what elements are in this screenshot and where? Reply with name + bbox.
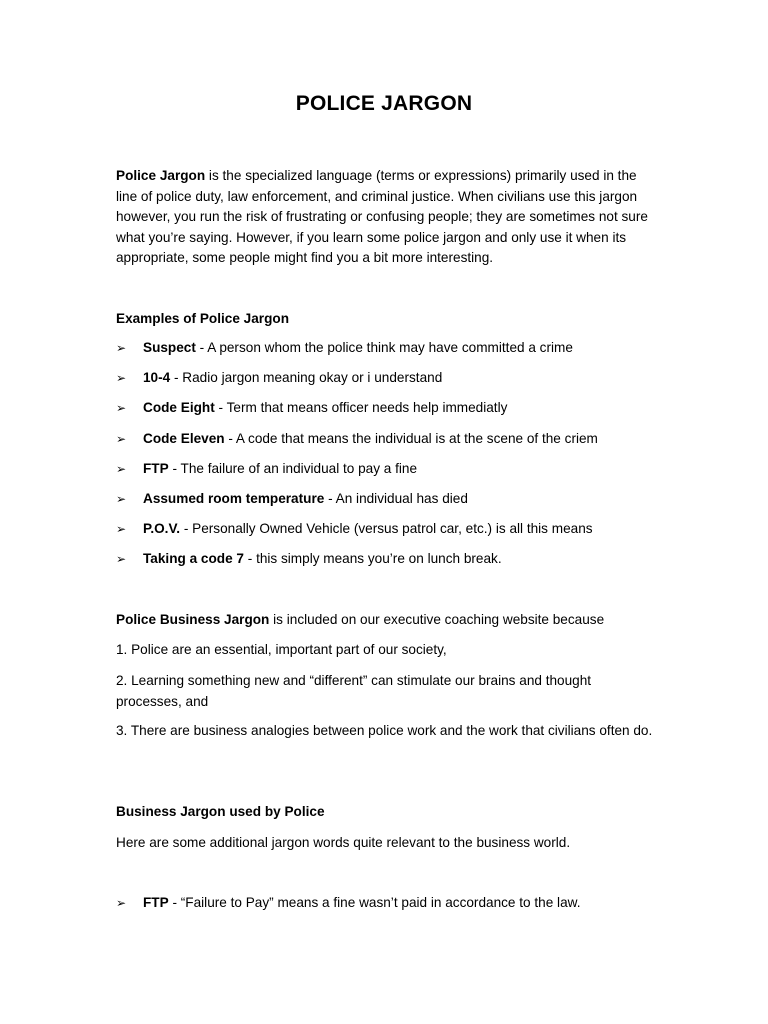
intro-paragraph — [116, 166, 656, 269]
example-definition: - A person whom the police think may have committed a crime — [195, 340, 573, 355]
example-term: 10-4 — [143, 370, 171, 386]
list-item — [116, 549, 676, 579]
example-definition: - The failure of an individual to pay a fine — [168, 460, 418, 476]
page-title: POLICE JARGON — [295, 92, 473, 115]
example-definition: - An individual has died — [324, 490, 468, 506]
list-item — [116, 429, 676, 459]
examples-list — [116, 338, 676, 580]
list-item — [116, 398, 676, 428]
business-jargon-intro: Here are some additional jargon words quite relevant to the business world. — [116, 835, 571, 850]
example-term: Taking a code 7 — [143, 551, 244, 567]
business-text: is included on our executive coaching website because — [269, 612, 605, 627]
business-point-1: 1. Police are an essential, important part of our society, — [116, 642, 447, 657]
arrow-bullet-icon: ➢ — [116, 371, 127, 386]
intro-text: is the specialized language (terms or expressions) primarily used in the line of police duty, law enforcement, and criminal justice. When civilians use this jargon however, you run the risk of frustrating or confusing people; they are sometimes not sure what you’re saying. However, if you learn some police jargon and only use it when its appropriate, some people might find you a bit more interesting. — [116, 168, 648, 265]
business-point-3: 3. There are business analogies between police work and the work that civilians often do. — [116, 723, 653, 738]
list-item — [116, 338, 676, 368]
list-item — [116, 368, 676, 398]
arrow-bullet-icon: ➢ — [116, 461, 127, 476]
arrow-bullet-icon: ➢ — [116, 491, 127, 506]
example-definition: - A code that means the individual is at the scene of the criem — [224, 430, 598, 446]
example-term: FTP — [143, 895, 169, 910]
example-term: FTP — [143, 460, 169, 476]
example-term: Code Eight — [143, 400, 215, 416]
examples-heading: Examples of Police Jargon — [116, 311, 290, 326]
business-point-2: 2. Learning something new and “different” can stimulate our brains and thought processes, and — [116, 673, 592, 709]
business-jargon-heading: Business Jargon used by Police — [116, 804, 325, 819]
list-item — [116, 893, 676, 923]
example-term: Suspect — [143, 340, 196, 355]
example-definition: - Term that means officer needs help immediatly — [214, 400, 508, 416]
arrow-bullet-icon: ➢ — [116, 431, 127, 446]
list-item — [116, 519, 676, 549]
example-definition: - Radio jargon meaning okay or i understand — [170, 370, 443, 386]
arrow-bullet-icon: ➢ — [116, 401, 127, 416]
example-definition: - Personally Owned Vehicle (versus patrol car, etc.) is all this means — [180, 521, 593, 537]
business-term: Police Business Jargon — [116, 612, 270, 627]
list-item — [116, 459, 676, 489]
example-term: Assumed room temperature — [143, 490, 325, 506]
example-term: P.O.V. — [143, 521, 181, 537]
arrow-bullet-icon: ➢ — [116, 341, 127, 355]
business-intro-paragraph — [116, 610, 656, 631]
intro-term: Police Jargon — [116, 168, 206, 183]
example-definition: - “Failure to Pay” means a fine wasn’t paid in accordance to the law. — [168, 895, 581, 910]
list-item — [116, 489, 676, 519]
business-examples-list — [116, 893, 676, 923]
arrow-bullet-icon: ➢ — [116, 552, 127, 567]
example-definition: - this simply means you’re on lunch break. — [243, 551, 502, 567]
arrow-bullet-icon: ➢ — [116, 896, 127, 910]
example-term: Code Eleven — [143, 430, 225, 446]
arrow-bullet-icon: ➢ — [116, 522, 127, 537]
